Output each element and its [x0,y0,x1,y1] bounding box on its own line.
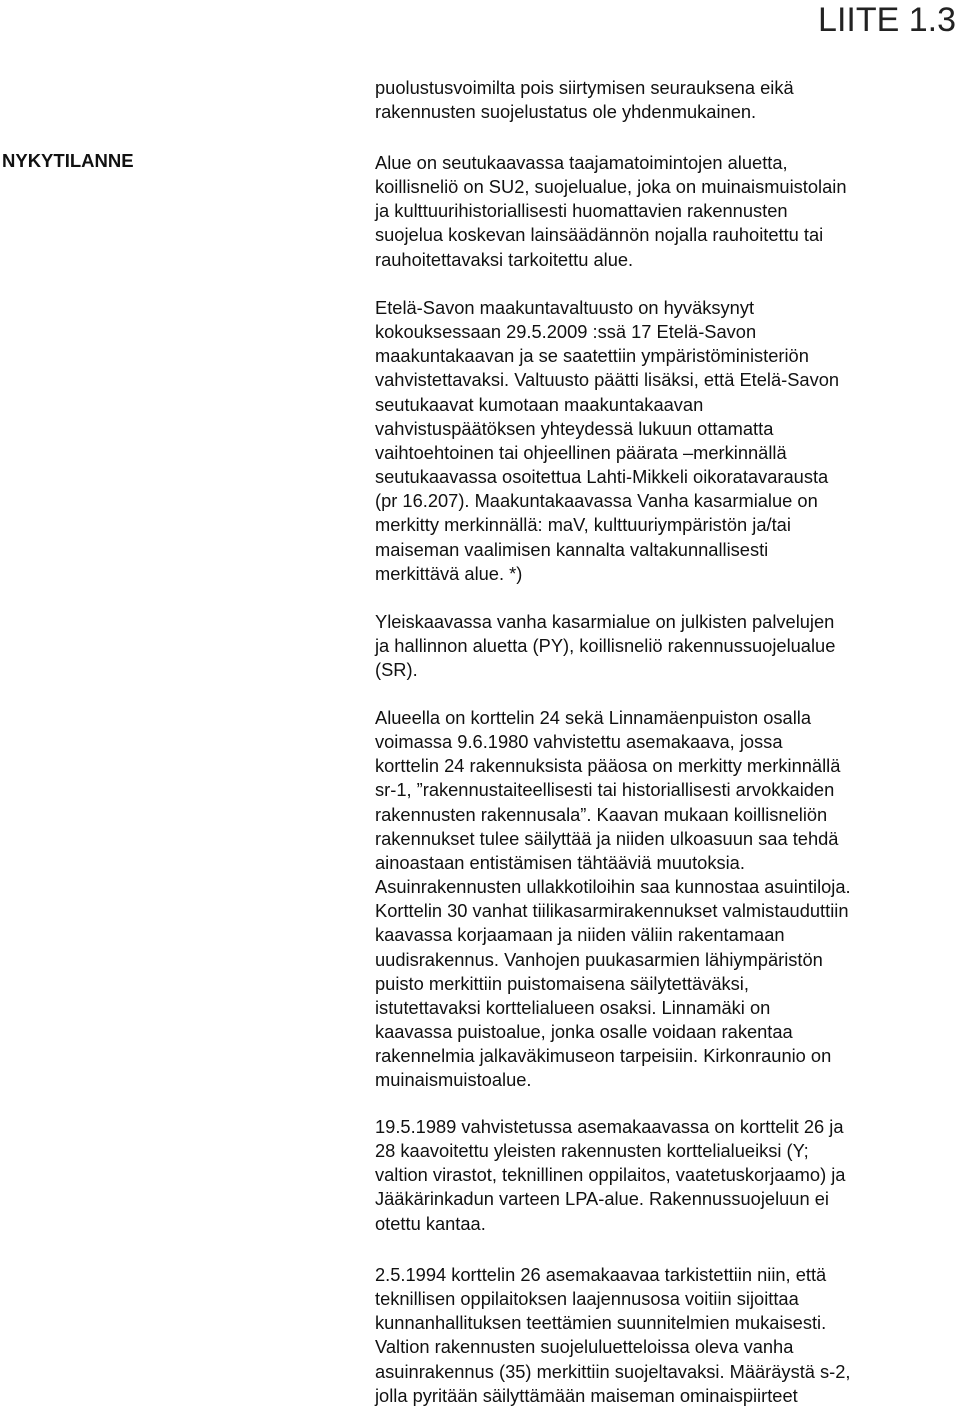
paragraph-intro-continuation: puolustusvoimilta pois siirtymisen seurauksena eikä rakennusten suojelustatus ole yhdenmukainen. [375,77,794,123]
paragraph-seutukaava: Alue on seutukaavassa taajamatoimintojen aluetta, koillisneliö on SU2, suojelualue, joka on muinaismuistolain ja kulttuurihistoriallisesti huomattavien rakennusten suojelua koskevan lainsäädännön nojalla rauhoitettu tai rauhoitettavaksi tarkoitettu alue. [375,152,847,270]
paragraph-asemakaava-1994: 2.5.1994 korttelin 26 asemakaavaa tarkistettiin niin, että teknillisen oppilaitoksen laajennusosa voitiin sijoittaa kunnanhallituksen teettämien suunnitelmien mukaisesti. Valtion rakennusten suojeluluetteloissa oleva vanha asuinrakennus (35) merkittiin suojeltavaksi. Määräystä s-2, jolla pyritään säilyttämään maiseman ominaispiirteet [375,1264,851,1406]
appendix-label: LIITE 1.3 [818,1,956,39]
section-heading: NYKYTILANNE [2,150,134,171]
paragraph-asemakaava-1980: Alueella on korttelin 24 sekä Linnamäenpuiston osalla voimassa 9.6.1980 vahvistettu asemakaava, jossa korttelin 24 rakennuksista pääosa on merkitty merkinnällä sr-1, ”rakennustaiteellisesti tai historiallisesti arvokkaiden rakennusten rakennusala”. Kaavan mukaan koillisneliön rakennukset tulee säilyttää ja niiden ulkoasuun saa tehdä ainoastaan entistämisen tähtääviä muutoksia. Asuinrakennusten ullakkotiloihin saa kunnostaa asuintiloja. Korttelin 30 vanhat tiilikasarmirakennukset valmistauduttiin kaavassa korjaamaan ja niiden väliin rakentamaan uudisrakennus. Vanhojen puukasarmien lähiympäristön puisto merkittiin puistomaisena säilytettäväksi, istutettavaksi korttelialueen osaksi. Linnamäki on kaavassa puistoalue, jonka osalle voidaan rakentaa rakennelmia jalkaväkimuseon tarpeisiin. Kirkonraunio on muinaismuistoalue. [375,707,851,1091]
paragraph-asemakaava-1989: 19.5.1989 vahvistetussa asemakaavassa on korttelit 26 ja 28 kaavoitettu yleisten rakennusten korttelialueiksi (Y; valtion virastot, teknillinen oppilaitos, vaatetuskorjaamo) ja Jääkärinkadun varteen LPA-alue. Rakennussuojeluun ei otettu kantaa. [375,1116,846,1234]
paragraph-yleiskaava: Yleiskaavassa vanha kasarmialue on julkisten palvelujen ja hallinnon aluetta (PY), koillisneliö rakennussuojelualue (SR). [375,611,836,681]
paragraph-maakuntakaava: Etelä-Savon maakuntavaltuusto on hyväksynyt kokouksessaan 29.5.2009 :ssä 17 Etelä-Savon maakuntakaavan ja se saatettiin ympäristöministeriön vahvistettavaksi. Valtuusto päätti lisäksi, että Etelä-Savon seutukaavat kumotaan maakuntakaavan vahvistuspäätöksen yhteydessä lukuun ottamatta vaihtoehtoinen tai ohjeellinen päärata –merkinnällä seutukaavassa osoitettua Lahti-Mikkeli oikoratavarausta (pr 16.207). Maakuntakaavassa Vanha kasarmialue on merkitty merkinnällä: maV, kulttuuriympäristön ja/tai maiseman vaalimisen kannalta valtakunnallisesti merkittävä alue. *) [375,297,840,584]
